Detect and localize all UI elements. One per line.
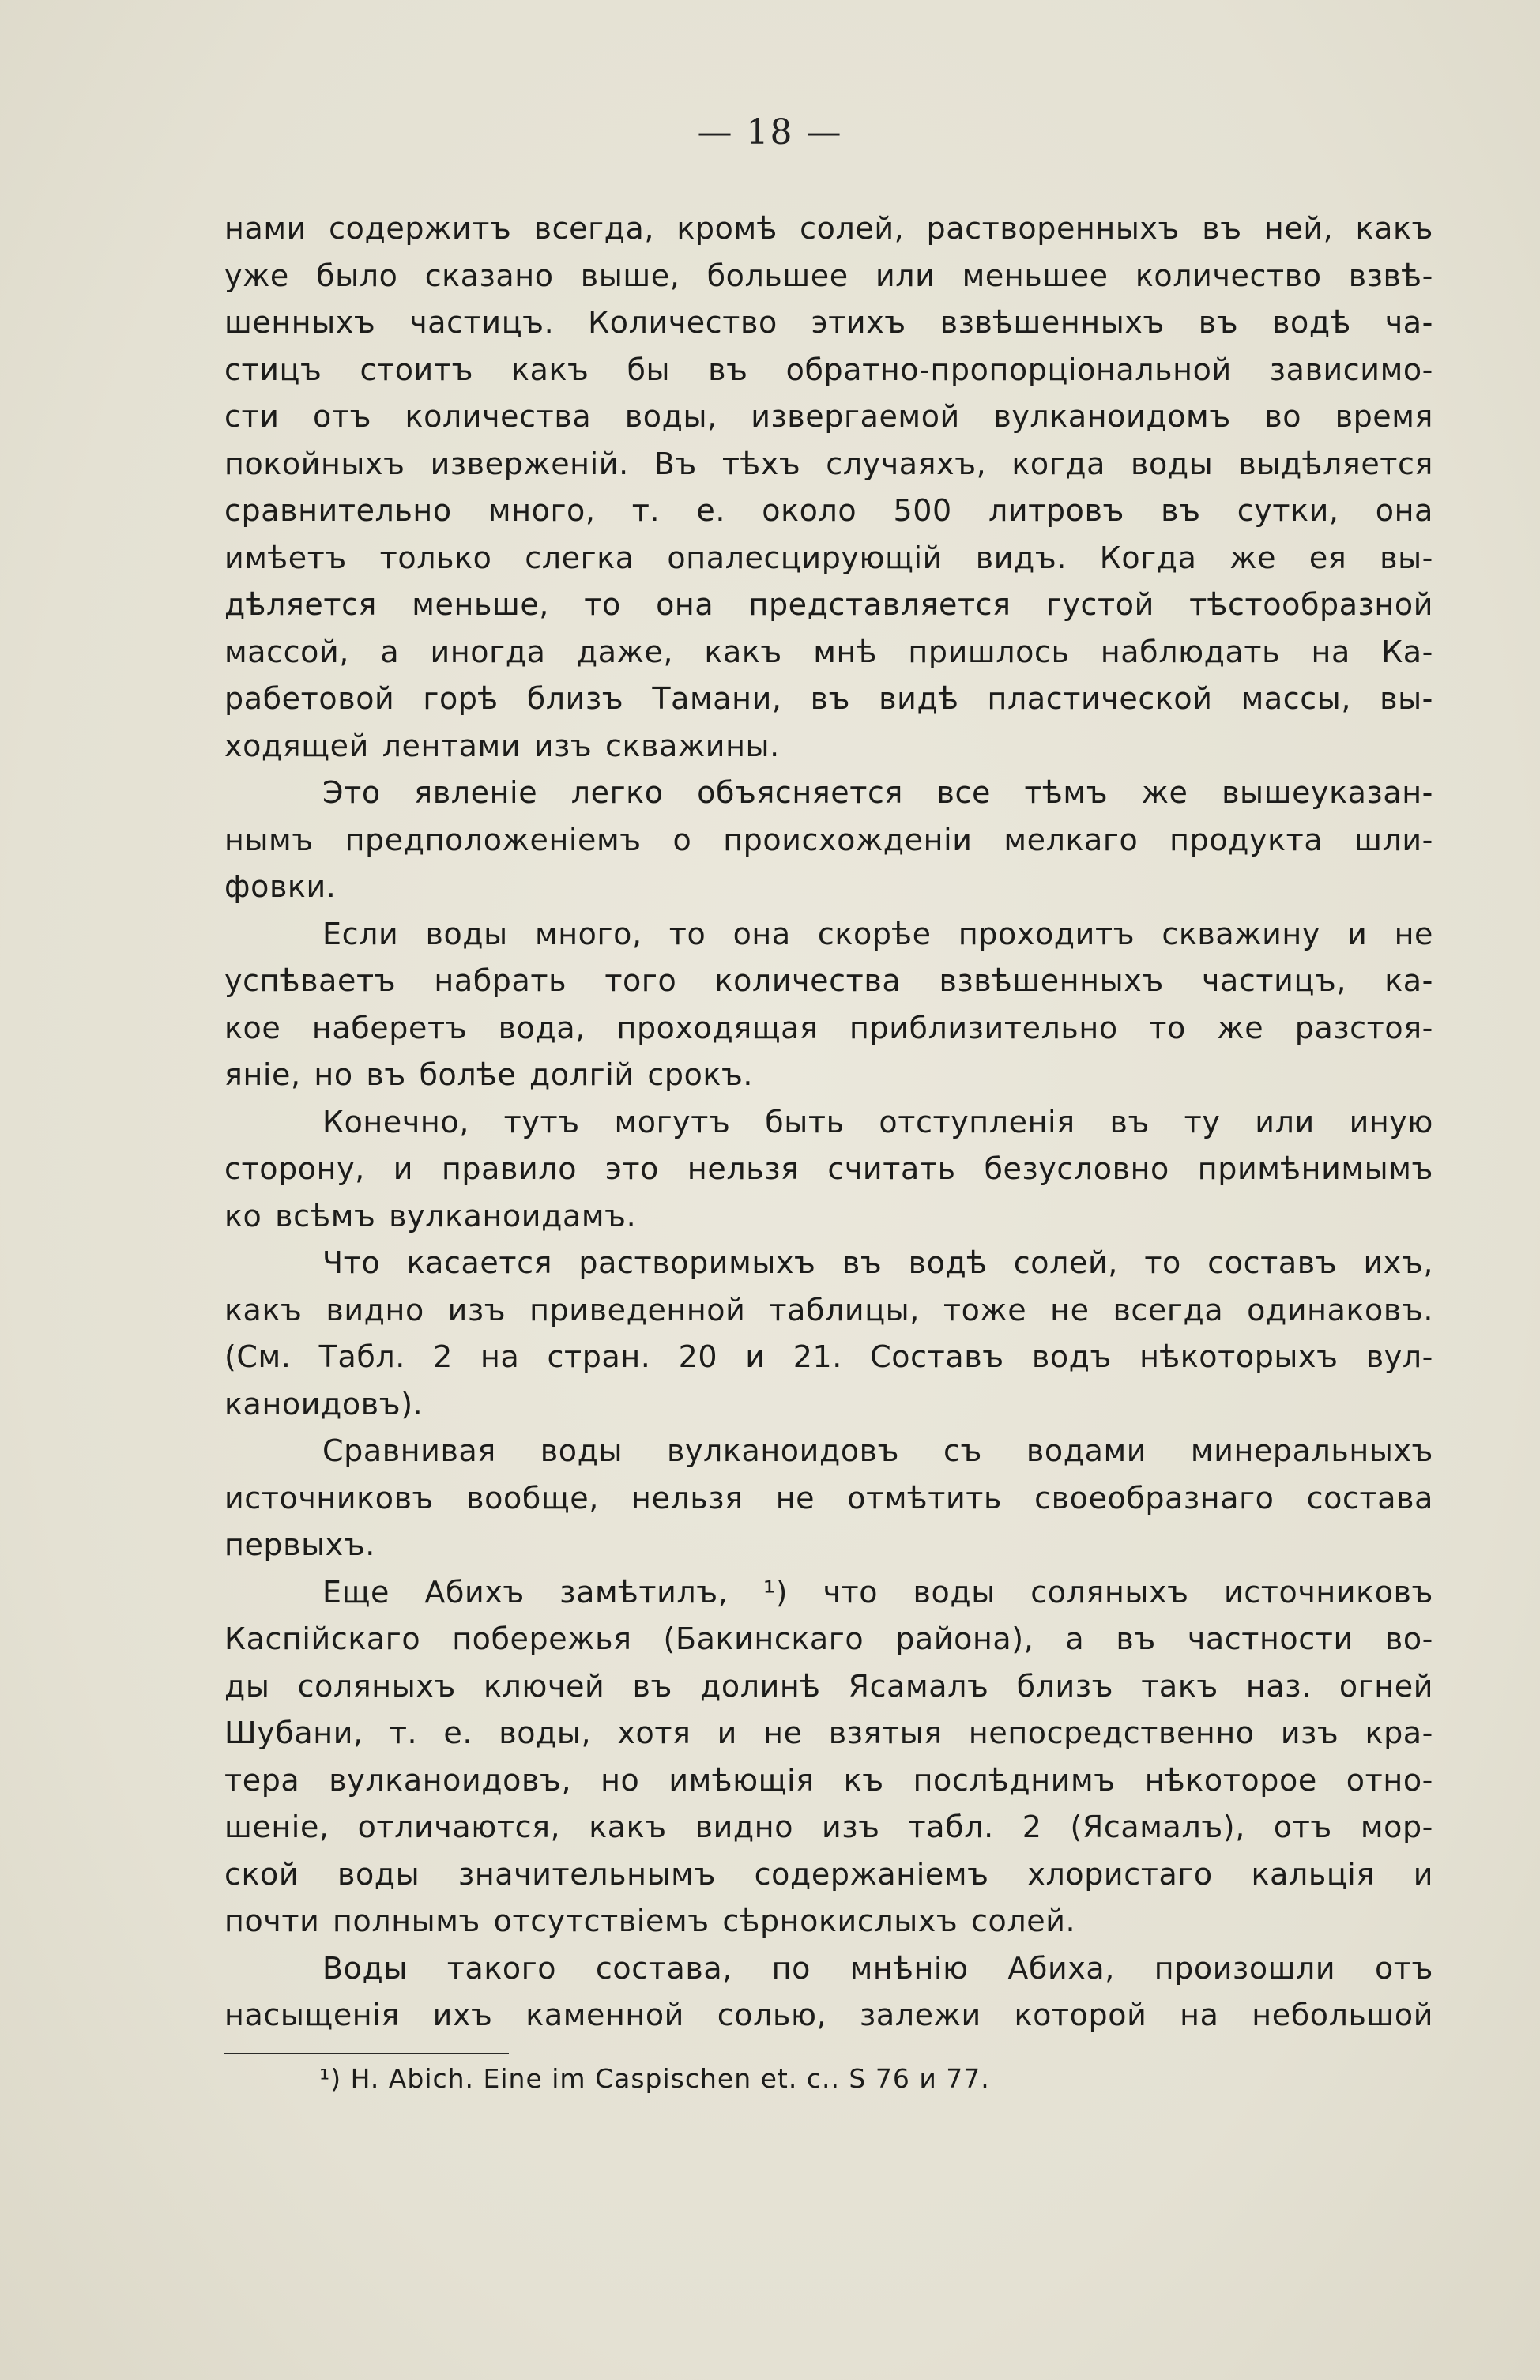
- footnote-divider: [224, 2053, 509, 2054]
- footnote: ¹) H. Abich. Eine im Caspischen et. c.. S 76 и 77.: [319, 2063, 990, 2094]
- text-line: фовки.: [224, 869, 337, 904]
- text-line: дѣляется меньше, то она представляется густой тѣстообразной: [224, 587, 1433, 622]
- text-line: сти отъ количества воды, извергаемой вулканоидомъ во время: [224, 399, 1433, 434]
- text-line: ходящей лентами изъ скважины.: [224, 728, 780, 763]
- text-line: ко всѣмъ вулканоидамъ.: [224, 1198, 637, 1233]
- text-line: почти полнымъ отсутствіемъ сѣрнокислыхъ солей.: [224, 1904, 1076, 1938]
- text-line: Это явленіе легко объясняется все тѣмъ же вышеуказан-: [322, 775, 1433, 810]
- text-line: шеніе, отличаются, какъ видно изъ табл. 2 (Ясамалъ), отъ мор-: [224, 1809, 1433, 1844]
- text-line: ды соляныхъ ключей въ долинѣ Ясамалъ близъ такъ наз. огней: [224, 1668, 1433, 1704]
- text-line: нами содержитъ всегда, кромѣ солей, растворенныхъ въ ней, какъ: [224, 211, 1433, 246]
- text-line: Что касается растворимыхъ въ водѣ солей, то составъ ихъ,: [322, 1245, 1433, 1280]
- text-line: Шубани, т. е. воды, хотя и не взятыя непосредственно изъ кра-: [224, 1715, 1433, 1750]
- text-line: нымъ предположеніемъ о происхожденіи мелкаго продукта шли-: [224, 822, 1433, 857]
- text-line: насыщенія ихъ каменной солью, залежи которой на небольшой: [224, 1998, 1433, 2032]
- text-line: рабетовой горѣ близъ Тамани, въ видѣ пластической массы, вы-: [224, 681, 1433, 716]
- text-line: Воды такого состава, по мнѣнію Абиха, произошли отъ: [322, 1950, 1433, 1986]
- text-line: Еще Абихъ замѣтилъ, ¹) что воды соляныхъ источниковъ: [322, 1574, 1433, 1610]
- text-line: шенныхъ частицъ. Количество этихъ взвѣшенныхъ въ водѣ ча-: [224, 305, 1433, 340]
- text-line: Если воды много, то она скорѣе проходитъ скважину и не: [322, 916, 1433, 951]
- text-line: (См. Табл. 2 на стран. 20 и 21. Составъ водъ нѣкоторыхъ вул-: [224, 1339, 1433, 1374]
- text-line: успѣваетъ набрать того количества взвѣшенныхъ частицъ, ка-: [224, 963, 1433, 998]
- text-line: первыхъ.: [224, 1527, 375, 1562]
- text-line: сторону, и правило это нельзя считать безусловно примѣнимымъ: [224, 1151, 1433, 1186]
- text-line: Каспійскаго побережья (Бакинскаго района), а въ частности во-: [224, 1621, 1433, 1656]
- text-line: массой, а иногда даже, какъ мнѣ пришлось наблюдать на Ка-: [224, 634, 1433, 669]
- text-line: яніе, но въ болѣе долгій срокъ.: [224, 1057, 754, 1092]
- text-line: имѣетъ только слегка опалесцирующій видъ. Когда же ея вы-: [224, 540, 1433, 575]
- body-text: [224, 205, 1433, 2039]
- text-line: покойныхъ изверженій. Въ тѣхъ случаяхъ, когда воды выдѣляется: [224, 446, 1433, 481]
- text-line: стицъ стоитъ какъ бы въ обратно-пропорціональной зависимо-: [224, 352, 1433, 387]
- text-line: каноидовъ).: [224, 1386, 424, 1422]
- text-line: кое наберетъ вода, проходящая приблизительно то же разстоя-: [224, 1010, 1433, 1045]
- text-line: источниковъ вообще, нельзя не отмѣтить своеобразнаго состава: [224, 1480, 1433, 1516]
- page-number: — 18 —: [697, 112, 843, 153]
- text-line: какъ видно изъ приведенной таблицы, тоже не всегда одинаковъ.: [224, 1292, 1433, 1327]
- text-line: уже было сказано выше, большее или меньшее количество взвѣ-: [224, 258, 1433, 293]
- text-line: тера вулканоидовъ, но имѣющія къ послѣднимъ нѣкоторое отно-: [224, 1762, 1433, 1798]
- text-line: Сравнивая воды вулканоидовъ съ водами минеральныхъ: [322, 1433, 1433, 1468]
- text-line: сравнительно много, т. е. около 500 литровъ въ сутки, она: [224, 493, 1433, 528]
- text-line: ской воды значительнымъ содержаніемъ хлористаго кальція и: [224, 1856, 1433, 1892]
- text-line: Конечно, тутъ могутъ быть отступленія въ ту или иную: [322, 1104, 1433, 1139]
